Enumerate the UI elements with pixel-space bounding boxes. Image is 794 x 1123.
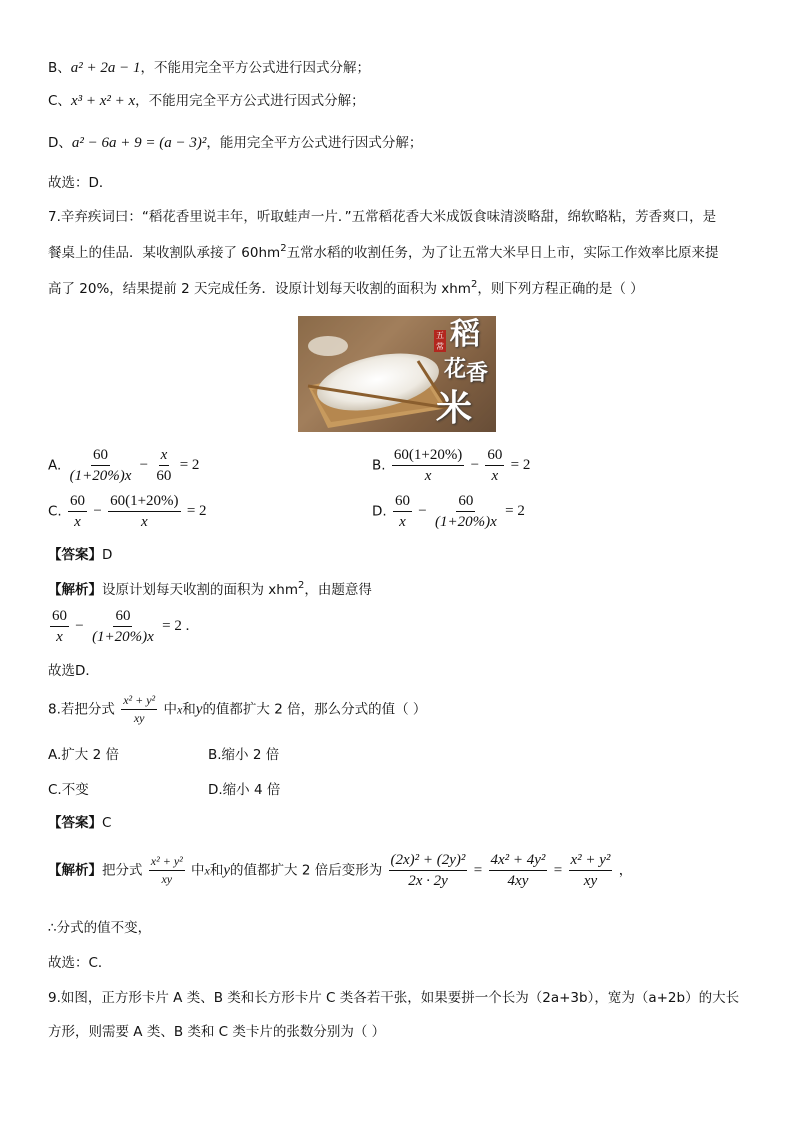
superscript: 2 [470, 279, 478, 290]
fraction [90, 608, 156, 645]
q7-option-d [372, 493, 525, 530]
denominator: (1+20%)x [435, 514, 497, 530]
numerator: 60 [91, 447, 110, 466]
text: 的值都扩大 2 倍，那么分式的值（ ） [202, 701, 427, 718]
numerator: (2x)² + (2y)² [389, 852, 468, 871]
fraction [149, 855, 185, 886]
q8-option-b: B.缩小 2 倍 [208, 747, 280, 763]
equals: = [473, 862, 483, 879]
option-label: A. [48, 457, 62, 474]
superscript: 2 [298, 580, 305, 591]
equals: = 2 [186, 503, 207, 519]
q8-stem [48, 694, 426, 725]
q9-line-1: 9.如图，正方形卡片 A 类、B 类和长方形卡片 C 类各若干张，如果要拼一个长为（2a+3b），宽为（a+2b）的大长 [48, 990, 740, 1006]
seal-text [434, 330, 446, 352]
q9-line-2: 方形，则需要 A 类、B 类和 C 类卡片的张数分别为（ ） [48, 1024, 386, 1040]
superscript: 2 [280, 243, 287, 254]
math-expression: a² + 2a − 1 [70, 60, 141, 76]
q8-option-d: D.缩小 4 倍 [208, 782, 281, 798]
calligraphy-char: 米 [436, 387, 473, 429]
numerator: x² + y² [569, 852, 613, 871]
fraction [68, 493, 87, 530]
analysis-equation [48, 608, 189, 645]
equals: = 2 [179, 457, 200, 473]
text: 和 [182, 701, 196, 718]
choose-line: 故选：D． [48, 175, 113, 191]
choose-line: 故选D． [48, 663, 99, 679]
option-d-line [48, 133, 422, 153]
choose-line: 故选：C． [48, 955, 112, 971]
answer-line [48, 813, 111, 833]
rice-photo [298, 316, 496, 432]
numerator: 4x² + 4y² [489, 852, 548, 871]
calligraphy-char: 稻 [450, 317, 480, 352]
q7-option-a [48, 447, 199, 484]
text: 的值都扩大 2 倍后变形为 [230, 862, 383, 879]
equals: = 2 [505, 503, 525, 519]
punctuation: ， [618, 862, 633, 879]
equals: = 2 . [162, 618, 190, 634]
fraction [485, 447, 504, 484]
math-expression: x³ + x² + x [70, 93, 136, 109]
variable: x [204, 863, 210, 878]
text: ，不能用完全平方公式进行因式分解； [140, 60, 371, 76]
variable: y [223, 862, 231, 879]
seal-char: 常 [436, 342, 444, 351]
analysis-line [48, 580, 372, 600]
operator: − [139, 457, 149, 473]
text: 8.若把分式 [48, 701, 115, 718]
numerator: 60 [50, 608, 69, 627]
seal-char: 五 [436, 331, 444, 340]
operator: − [75, 618, 84, 634]
operator: − [470, 457, 480, 473]
numerator: 60(1+20%) [392, 447, 464, 466]
analysis-label: 【解析】 [48, 582, 102, 598]
numerator: 60 [485, 447, 504, 466]
answer-label: 【答案】 [48, 547, 102, 563]
text: 中 [191, 862, 205, 879]
text: 高了 20%，结果提前 2 天完成任务．设原计划每天收割的面积为 xhm [48, 281, 471, 297]
answer-value: D [102, 547, 113, 563]
fraction [154, 447, 173, 484]
numerator: x² + y² [149, 855, 185, 871]
fraction [489, 852, 548, 889]
equals: = 2 [510, 457, 531, 473]
label: D、 [48, 135, 72, 151]
fraction [433, 493, 499, 530]
text: 设原计划每天收割的面积为 xhm [102, 582, 298, 598]
denominator: x [56, 629, 63, 645]
fraction [121, 694, 157, 725]
numerator: 60 [393, 493, 412, 512]
fraction [569, 852, 613, 889]
fraction [389, 852, 468, 889]
denominator: x [140, 514, 148, 530]
text: ，能用完全平方公式进行因式分解； [206, 135, 423, 151]
numerator: 60 [456, 493, 475, 512]
option-label: D. [372, 503, 387, 520]
text: 中 [163, 701, 177, 718]
q7-line-3 [48, 279, 644, 299]
equals: = [553, 862, 563, 879]
denominator: 60 [156, 468, 172, 484]
text: ，由题意得 [304, 582, 372, 598]
fraction [50, 608, 69, 645]
option-b-line [48, 58, 370, 78]
calligraphy-char: 花 [444, 356, 467, 382]
q7-line-1: 7.辛弃疾词曰：“稻花香里说丰年，听取蛙声一片．”五常稻花香大米成饭食味清淡略甜，绵软略粘，芳香爽口，是 [48, 209, 717, 225]
conclusion-line: ∴分式的值不变， [48, 920, 152, 936]
q8-option-a: A.扩大 2 倍 [48, 747, 119, 763]
denominator: x [424, 468, 432, 484]
text: ，不能用完全平方公式进行因式分解； [135, 93, 365, 109]
numerator: 60 [113, 608, 132, 627]
q7-option-c [48, 493, 207, 530]
variable: x [176, 702, 183, 717]
denominator: xy [133, 711, 145, 725]
option-c-line [48, 91, 365, 111]
operator: − [93, 503, 102, 519]
denominator: (1+20%)x [69, 468, 132, 484]
answer-label: 【答案】 [48, 815, 102, 831]
text: 餐桌上的佳品．某收割队承接了 60hm [48, 245, 281, 261]
math-expression: a² − 6a + 9 = (a − 3)² [71, 135, 207, 151]
text: 把分式 [102, 862, 143, 879]
calligraphy-title [436, 317, 489, 429]
answer-value: C [102, 815, 112, 831]
analysis-label: 【解析】 [48, 862, 102, 879]
denominator: 2x · 2y [408, 873, 448, 889]
denominator: (1+20%)x [92, 629, 154, 645]
text: ，则下列方程正确的是（ ） [477, 281, 644, 297]
q7-line-2 [48, 243, 719, 263]
fraction [108, 493, 180, 530]
operator: − [418, 503, 427, 519]
numerator: 60 [68, 493, 87, 512]
text: 五常水稻的收割任务，为了让五常大米早日上市，实际工作效率比原来提 [286, 245, 719, 261]
analysis-q8 [48, 852, 632, 889]
calligraphy-char: 香 [466, 360, 489, 386]
denominator: 4xy [507, 873, 529, 889]
denominator: x [74, 514, 81, 530]
numerator: x² + y² [121, 694, 157, 710]
denominator: xy [583, 873, 598, 889]
option-label: C. [48, 503, 62, 520]
q8-option-c: C.不变 [48, 782, 89, 798]
denominator: x [399, 514, 406, 530]
text: 和 [209, 862, 224, 879]
numerator: 60(1+20%) [108, 493, 180, 512]
fraction [68, 447, 134, 484]
numerator: x [159, 447, 170, 466]
fraction [392, 447, 464, 484]
option-label: B. [372, 457, 386, 474]
q7-option-b [372, 447, 530, 484]
label: B、 [48, 60, 71, 76]
denominator: x [491, 468, 499, 484]
denominator: xy [161, 872, 173, 886]
label: C、 [48, 93, 71, 109]
answer-line [48, 545, 112, 565]
fraction [393, 493, 412, 530]
variable: y [195, 701, 203, 718]
